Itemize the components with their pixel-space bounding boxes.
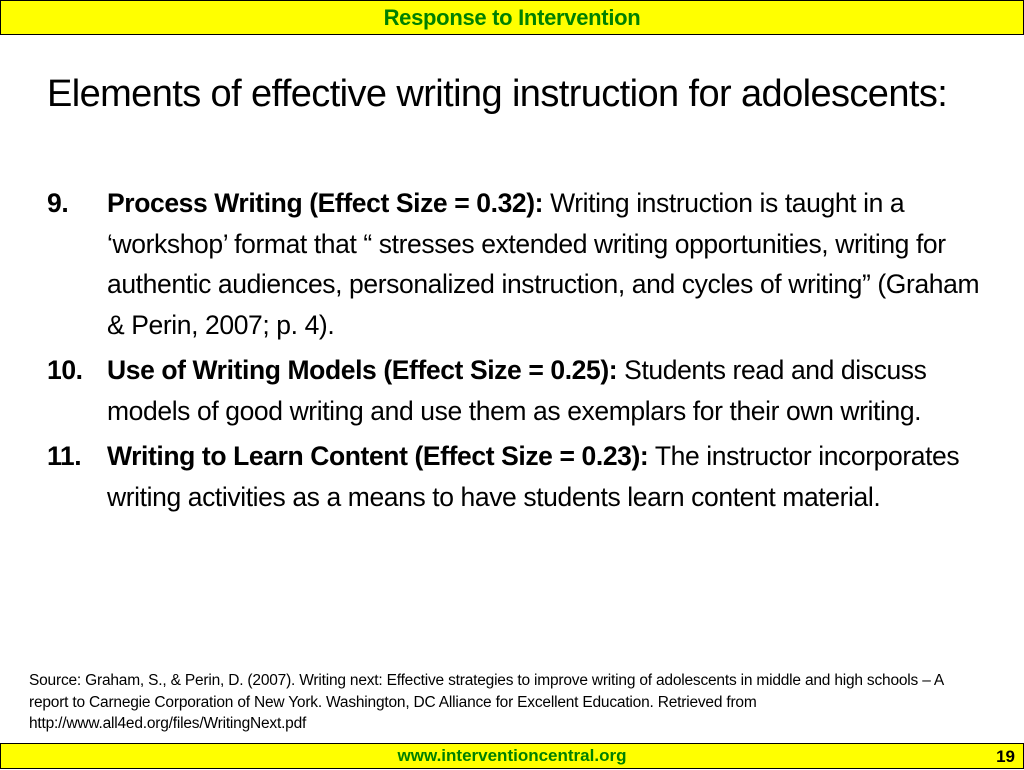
- bottom-banner: [0, 743, 1024, 769]
- page-number: 19: [996, 747, 1015, 766]
- item-number: 11.: [47, 441, 82, 471]
- instruction-elements-list: [47, 183, 997, 522]
- item-heading: Writing to Learn Content (Effect Size = 0.23):: [107, 441, 649, 471]
- source-citation: Source: Graham, S., & Perin, D. (2007). Writing next: Effective strategies to improve writing of adolescents in middle and high schools – A report to Carnegie Corporation of New York. Washington, DC Alliance for Excellent Education. Retrieved from http://www.all4ed.org/files/WritingNext.pdf: [29, 672, 944, 732]
- website-link[interactable]: www.interventioncentral.org: [397, 746, 627, 765]
- item-description: The instructor incorporates writing activities as a means to have students learn content material.: [107, 441, 960, 512]
- list-item: [47, 436, 997, 517]
- banner-title: Response to Intervention: [383, 4, 641, 30]
- slide-title: Elements of effective writing instruction for adolescents:: [47, 73, 948, 115]
- item-text: [107, 350, 997, 431]
- item-number: 9.: [47, 188, 69, 218]
- item-text: [107, 436, 997, 517]
- item-heading: Process Writing (Effect Size = 0.32):: [107, 188, 544, 218]
- item-heading: Use of Writing Models (Effect Size = 0.25):: [107, 355, 618, 385]
- list-item: [47, 183, 997, 345]
- item-description: Writing instruction is taught in a ‘workshop’ format that “ stresses extended writing opportunities, writing for authentic audiences, personalized instruction, and cycles of writing” (Graham & Perin, 2007; p. 4).: [107, 188, 980, 340]
- list-item: [47, 350, 997, 431]
- item-number: 10.: [47, 355, 83, 385]
- top-banner: [0, 0, 1024, 35]
- item-description: Students read and discuss models of good writing and use them as exemplars for their own writing.: [107, 355, 927, 426]
- item-text: [107, 183, 997, 345]
